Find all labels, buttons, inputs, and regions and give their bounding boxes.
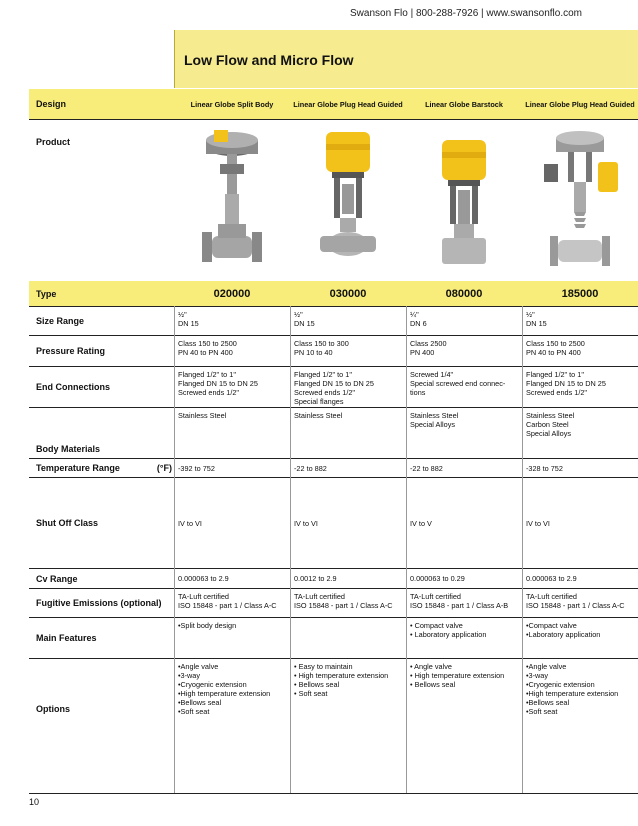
cell-shutoff-col-1 <box>174 478 290 568</box>
cell-line: PN 40 to PN 400 <box>178 348 233 357</box>
cell-body-col-1 <box>174 408 290 458</box>
cell-line: • Easy to maintain <box>294 662 353 671</box>
cell-line: -22 to 882 <box>410 463 443 473</box>
cell-end-col-4 <box>522 367 638 407</box>
cell-line: Special Alloys <box>410 420 456 429</box>
table-bottom-line <box>29 793 638 794</box>
cell-line: DN 15 <box>526 319 547 328</box>
split-body-globe-valve-image <box>196 124 268 274</box>
cell-temp-col-2 <box>290 459 406 477</box>
cell-size-col-3 <box>406 307 522 335</box>
header-contact: Swanson Flo | 800-288-7926 | www.swansonflo.com <box>350 8 582 19</box>
cell-line: Stainless Steel <box>526 411 575 420</box>
cell-line: TA-Luft certified <box>178 592 229 601</box>
cell-line: Carbon Steel <box>526 420 569 429</box>
cell-fugitive-col-2 <box>290 589 406 617</box>
cell-line: Class 150 to 2500 <box>178 339 237 348</box>
cell-line: PN 10 to 40 <box>294 348 333 357</box>
cell-line: Class 2500 <box>410 339 447 348</box>
cell-line: -392 to 752 <box>178 463 215 473</box>
cell-line: • Compact valve <box>410 621 463 630</box>
cell-line: Flanged 1/2" to 1" <box>294 370 352 379</box>
cell-fugitive-col-4 <box>522 589 638 617</box>
cell-line: •Soft seat <box>526 707 558 716</box>
cell-line: Flanged 1/2" to 1" <box>526 370 584 379</box>
cell-line: •High temperature extension <box>526 689 619 698</box>
cell-line: 0.000063 to 0.29 <box>410 574 465 583</box>
cell-line: -328 to 752 <box>526 463 563 473</box>
cell-options-col-3 <box>406 659 522 759</box>
cell-line: Screwed ends 1/2" <box>294 388 356 397</box>
type-col-2: 030000 <box>329 287 367 300</box>
page-title: Low Flow and Micro Flow <box>184 52 354 68</box>
type-col-3: 080000 <box>445 287 483 300</box>
plug-head-guided-valve-image <box>312 124 384 274</box>
cell-shutoff-col-2 <box>290 478 406 568</box>
row-label-shutoff: Shut Off Class <box>36 518 99 528</box>
cell-line: PN 400 <box>410 348 435 357</box>
cell-line: DN 15 <box>178 319 199 328</box>
row-label-size: Size Range <box>36 316 85 326</box>
row-label-type: Type <box>36 288 57 299</box>
cell-end-col-1 <box>174 367 290 407</box>
cell-line: •Angle valve <box>178 662 219 671</box>
temp-label-text: Temperature Range <box>36 463 120 473</box>
cell-features-col-3 <box>406 618 522 658</box>
row-label-cv: Cv Range <box>36 573 78 584</box>
cell-line: ISO 15848 - part 1 / Class A-C <box>294 601 393 610</box>
cell-options-col-2 <box>290 659 406 759</box>
cell-end-col-2 <box>290 367 406 407</box>
row-label-product: Product <box>36 137 71 147</box>
type-col-1: 020000 <box>213 287 251 300</box>
cell-features-col-4 <box>522 618 638 658</box>
row-label-design: Design <box>36 99 67 109</box>
cell-line: • High temperature extension <box>294 671 389 680</box>
cell-line: ISO 15848 - part 1 / Class A-C <box>178 601 277 610</box>
cell-pressure-col-3 <box>406 336 522 366</box>
cell-line: IV to VI <box>526 518 550 528</box>
temp-unit: (°F) <box>156 463 172 473</box>
cell-line: ¼" <box>410 310 419 319</box>
cell-pressure-col-2 <box>290 336 406 366</box>
title-bar <box>174 30 638 88</box>
cell-line: TA-Luft certified <box>294 592 345 601</box>
cell-line: •Laboratory application <box>526 630 601 639</box>
type-col-4: 185000 <box>561 287 599 300</box>
row-label-body: Body Materials <box>36 444 101 454</box>
cell-line: Flanged DN 15 to DN 25 <box>294 379 374 388</box>
barstock-valve-image <box>428 124 500 274</box>
row-divider <box>29 119 638 120</box>
cell-line: ½" <box>178 310 187 319</box>
cell-shutoff-col-3 <box>406 478 522 568</box>
cell-body-col-2 <box>290 408 406 458</box>
row-label-options: Options <box>36 704 70 714</box>
cell-line: •3-way <box>526 671 549 680</box>
cell-pressure-col-4 <box>522 336 638 366</box>
cell-line: 0.0012 to 2.9 <box>294 574 337 583</box>
cell-line: • Soft seat <box>294 689 328 698</box>
cell-line: 0.000063 to 2.9 <box>178 574 229 583</box>
cell-line: •Cryogenic extension <box>526 680 595 689</box>
cell-line: Flanged DN 15 to DN 25 <box>526 379 606 388</box>
cell-line: •Bellows seal <box>178 698 222 707</box>
cell-line: TA-Luft certified <box>410 592 461 601</box>
cell-cv-col-1 <box>174 569 290 588</box>
cell-line: •Bellows seal <box>526 698 570 707</box>
plug-head-guided-positioner-valve-image <box>540 124 620 274</box>
cell-line: ISO 15848 - part 1 / Class A-B <box>410 601 509 610</box>
cell-line: -22 to 882 <box>294 463 327 473</box>
cell-body-col-3 <box>406 408 522 458</box>
cell-cv-col-2 <box>290 569 406 588</box>
cell-options-col-1 <box>174 659 290 759</box>
cell-fugitive-col-3 <box>406 589 522 617</box>
cell-line: •High temperature extension <box>178 689 271 698</box>
design-col-3: Linear Globe Barstock <box>425 99 503 109</box>
cell-line: ISO 15848 - part 1 / Class A-C <box>526 601 625 610</box>
cell-line: Class 150 to 2500 <box>526 339 585 348</box>
cell-line: • Bellows seal <box>294 680 340 689</box>
cell-line: 0.000063 to 2.9 <box>526 574 577 583</box>
cell-line: IV to VI <box>294 518 318 528</box>
cell-options-col-4 <box>522 659 638 759</box>
cell-line: Special screwed end connec- <box>410 379 506 388</box>
cell-features-col-2 <box>290 618 406 658</box>
cell-line: •3-way <box>178 671 201 680</box>
cell-line: PN 40 to PN 400 <box>526 348 581 357</box>
cell-body-col-4 <box>522 408 638 458</box>
cell-line: • High temperature extension <box>410 671 505 680</box>
cell-pressure-col-1 <box>174 336 290 366</box>
cell-line: Class 150 to 300 <box>294 339 349 348</box>
cell-line: DN 6 <box>410 319 427 328</box>
cell-line: Screwed ends 1/2" <box>178 388 240 397</box>
cell-cv-col-4 <box>522 569 638 588</box>
cell-cv-col-3 <box>406 569 522 588</box>
cell-temp-col-3 <box>406 459 522 477</box>
cell-size-col-1 <box>174 307 290 335</box>
cell-size-col-4 <box>522 307 638 335</box>
page-number: 10 <box>29 797 40 807</box>
cell-line: Flanged DN 15 to DN 25 <box>178 379 258 388</box>
cell-line: IV to V <box>410 518 432 528</box>
cell-line: Special Alloys <box>526 429 572 438</box>
cell-features-col-1 <box>174 618 290 658</box>
design-col-2: Linear Globe Plug Head Guided <box>293 99 403 109</box>
cell-fugitive-col-1 <box>174 589 290 617</box>
cell-line: TA-Luft certified <box>526 592 577 601</box>
design-col-1: Linear Globe Split Body <box>190 99 274 109</box>
cell-shutoff-col-4 <box>522 478 638 568</box>
cell-line: • Laboratory application <box>410 630 487 639</box>
cell-end-col-3 <box>406 367 522 407</box>
row-label-end: End Connections <box>36 382 110 392</box>
cell-size-col-2 <box>290 307 406 335</box>
cell-line: •Angle valve <box>526 662 567 671</box>
cell-line: DN 15 <box>294 319 315 328</box>
cell-line: ½" <box>294 310 303 319</box>
row-label-temp <box>29 459 174 477</box>
cell-line: tions <box>410 388 426 397</box>
row-label-fugitive: Fugitive Emissions (optional) <box>36 598 162 608</box>
cell-line: IV to VI <box>178 518 202 528</box>
cell-temp-col-1 <box>174 459 290 477</box>
cell-line: •Cryogenic extension <box>178 680 247 689</box>
cell-line: Screwed ends 1/2" <box>526 388 588 397</box>
cell-line: Screwed 1/4" <box>410 370 454 379</box>
cell-line: Stainless Steel <box>410 411 459 420</box>
cell-line: • Bellows seal <box>410 680 456 689</box>
cell-line: Stainless Steel <box>294 411 343 420</box>
cell-line: • Angle valve <box>410 662 452 671</box>
cell-line: •Soft seat <box>178 707 210 716</box>
row-label-pressure: Pressure Rating <box>36 346 106 356</box>
cell-line: Special flanges <box>294 397 344 406</box>
cell-line: Stainless Steel <box>178 411 227 420</box>
design-col-4: Linear Globe Plug Head Guided <box>525 99 635 109</box>
cell-line: •Split body design <box>178 621 237 630</box>
cell-line: ½" <box>526 310 535 319</box>
cell-line: •Compact valve <box>526 621 577 630</box>
cell-temp-col-4 <box>522 459 638 477</box>
row-label-features: Main Features <box>36 633 97 643</box>
cell-line: Flanged 1/2" to 1" <box>178 370 236 379</box>
